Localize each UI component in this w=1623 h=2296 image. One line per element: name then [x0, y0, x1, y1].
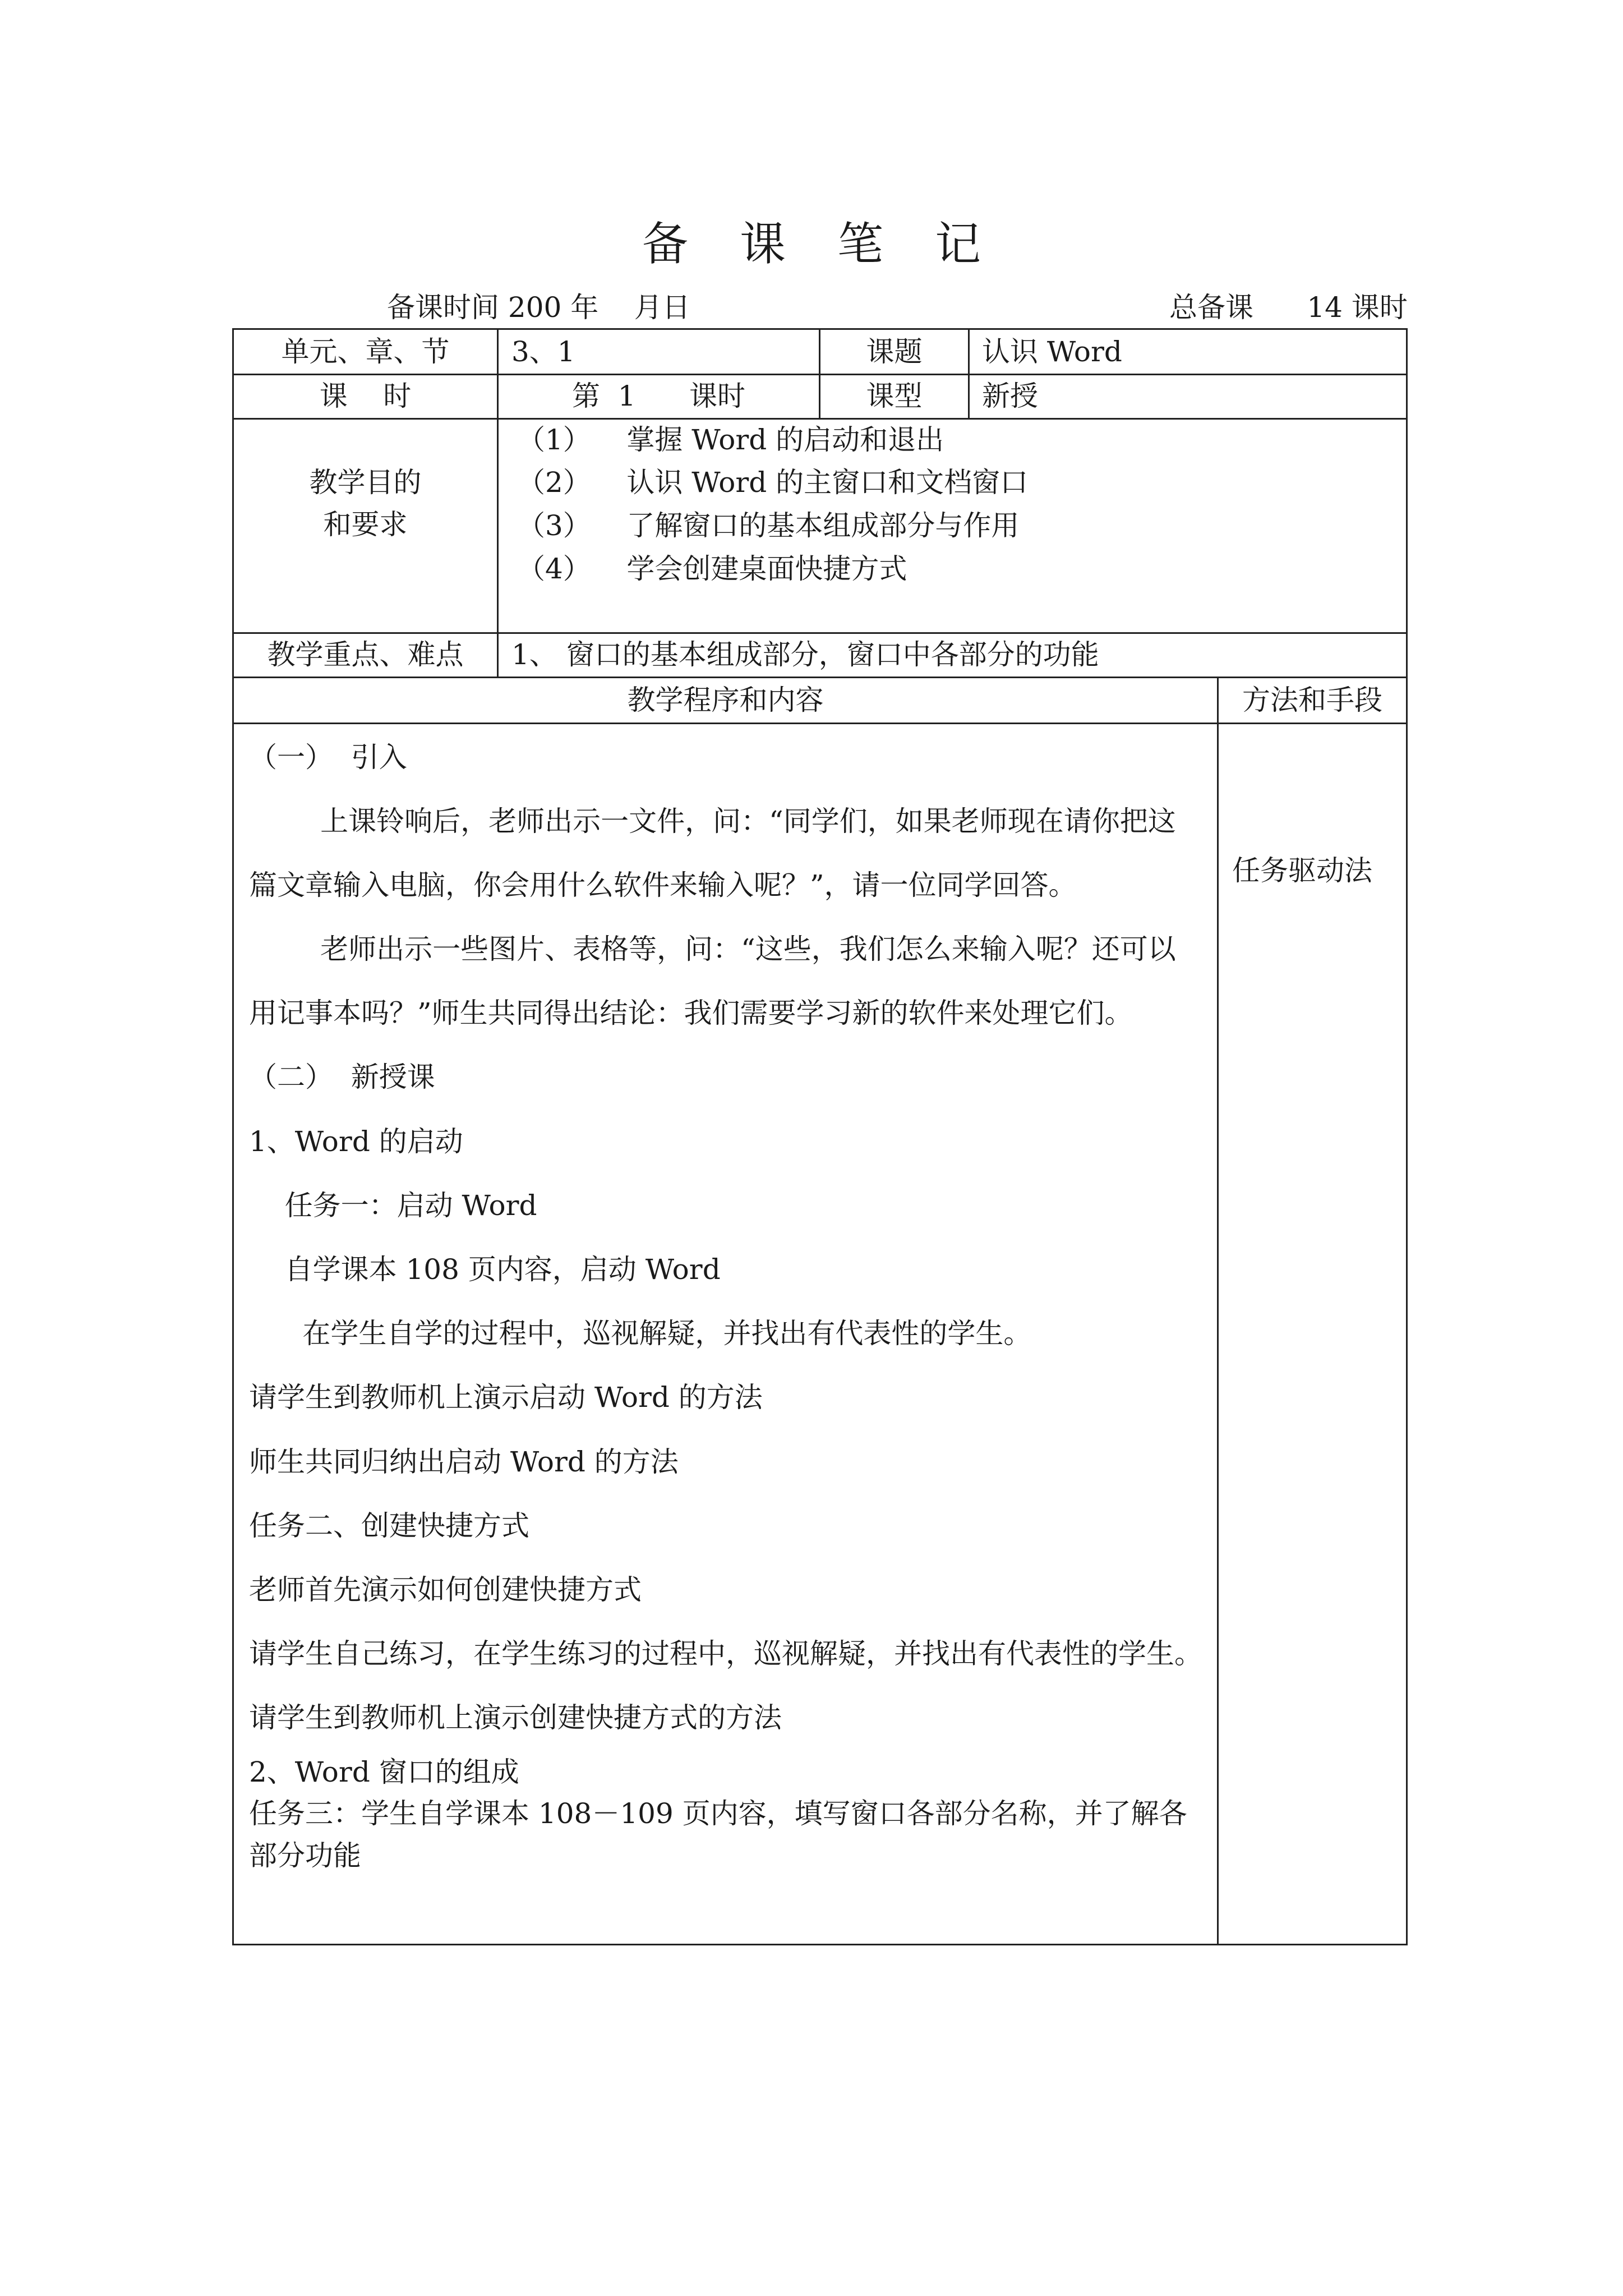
- content-line: 自学课本 108 页内容，启动 Word: [249, 1253, 721, 1286]
- objective-item: （2） 认识 Word 的主窗口和文档窗口: [517, 466, 1029, 499]
- content-line: 2、Word 窗口的组成: [249, 1756, 519, 1788]
- content-line: 1、Word 的启动: [249, 1125, 463, 1158]
- column-divider: [1217, 677, 1219, 1945]
- objective-item: （4） 学会创建桌面快捷方式: [517, 553, 907, 585]
- row-divider: [234, 677, 1406, 678]
- content-line: 在学生自学的过程中，巡视解疑，并找出有代表性的学生。: [249, 1317, 1032, 1350]
- content-line: 请学生到教师机上演示启动 Word 的方法: [249, 1381, 763, 1414]
- content-line: 任务二、创建快捷方式: [249, 1510, 529, 1542]
- method-header: 方法和手段: [1242, 684, 1382, 716]
- total-periods: 总备课 14 课时: [1169, 291, 1408, 324]
- page-title: 备课笔记: [642, 218, 1032, 271]
- key-points-value: 1、 窗口的基本组成部分，窗口中各部分的功能: [511, 638, 1099, 671]
- unit-label: 单元、章、节: [281, 335, 450, 368]
- method-value: 任务驱动法: [1232, 854, 1372, 887]
- content-line: 上课铃响后，老师出示一文件，问：“同学们，如果老师现在请你把这: [249, 805, 1176, 838]
- content-line: 任务一：启动 Word: [249, 1189, 537, 1222]
- objective-item: （3） 了解窗口的基本组成部分与作用: [517, 509, 1020, 542]
- prep-date: 备课时间 200 年 月日: [387, 291, 690, 324]
- topic-label: 课题: [866, 335, 923, 368]
- content-line: 老师首先演示如何创建快捷方式: [249, 1573, 642, 1606]
- row-divider: [234, 723, 1406, 724]
- objectives-label-line1: 教学目的: [309, 466, 422, 499]
- content-line: 篇文章输入电脑，你会用什么软件来输入呢？”，请一位同学回答。: [249, 869, 1077, 901]
- period-label: 课 时: [319, 380, 412, 412]
- procedure-header: 教学程序和内容: [627, 684, 824, 716]
- content-line: 部分功能: [249, 1839, 361, 1872]
- content-line: 师生共同归纳出启动 Word 的方法: [249, 1446, 679, 1478]
- type-label: 课型: [866, 380, 923, 412]
- topic-value: 认识 Word: [982, 335, 1122, 368]
- content-line: 请学生到教师机上演示创建快捷方式的方法: [249, 1701, 782, 1734]
- period-value: 第 1 课时: [572, 380, 745, 412]
- content-line: 用记事本吗？”师生共同得出结论：我们需要学习新的软件来处理它们。: [249, 997, 1133, 1029]
- type-value: 新授: [982, 380, 1038, 412]
- content-line: 请学生自己练习，在学生练习的过程中，巡视解疑，并找出有代表性的学生。: [249, 1637, 1202, 1670]
- content-line: （一） 引入: [249, 741, 407, 774]
- content-line: （二） 新授课: [249, 1061, 435, 1093]
- row-divider: [234, 632, 1406, 634]
- content-line: 任务三：学生自学课本 108－109 页内容，填写窗口各部分名称，并了解各: [249, 1797, 1187, 1830]
- unit-value: 3、1: [511, 335, 575, 368]
- content-line: 老师出示一些图片、表格等，问：“这些，我们怎么来输入呢？还可以: [249, 933, 1176, 965]
- objective-item: （1） 掌握 Word 的启动和退出: [517, 424, 944, 456]
- key-points-label: 教学重点、难点: [267, 638, 464, 671]
- objectives-label-line2: 和要求: [323, 508, 408, 541]
- column-divider: [968, 330, 970, 418]
